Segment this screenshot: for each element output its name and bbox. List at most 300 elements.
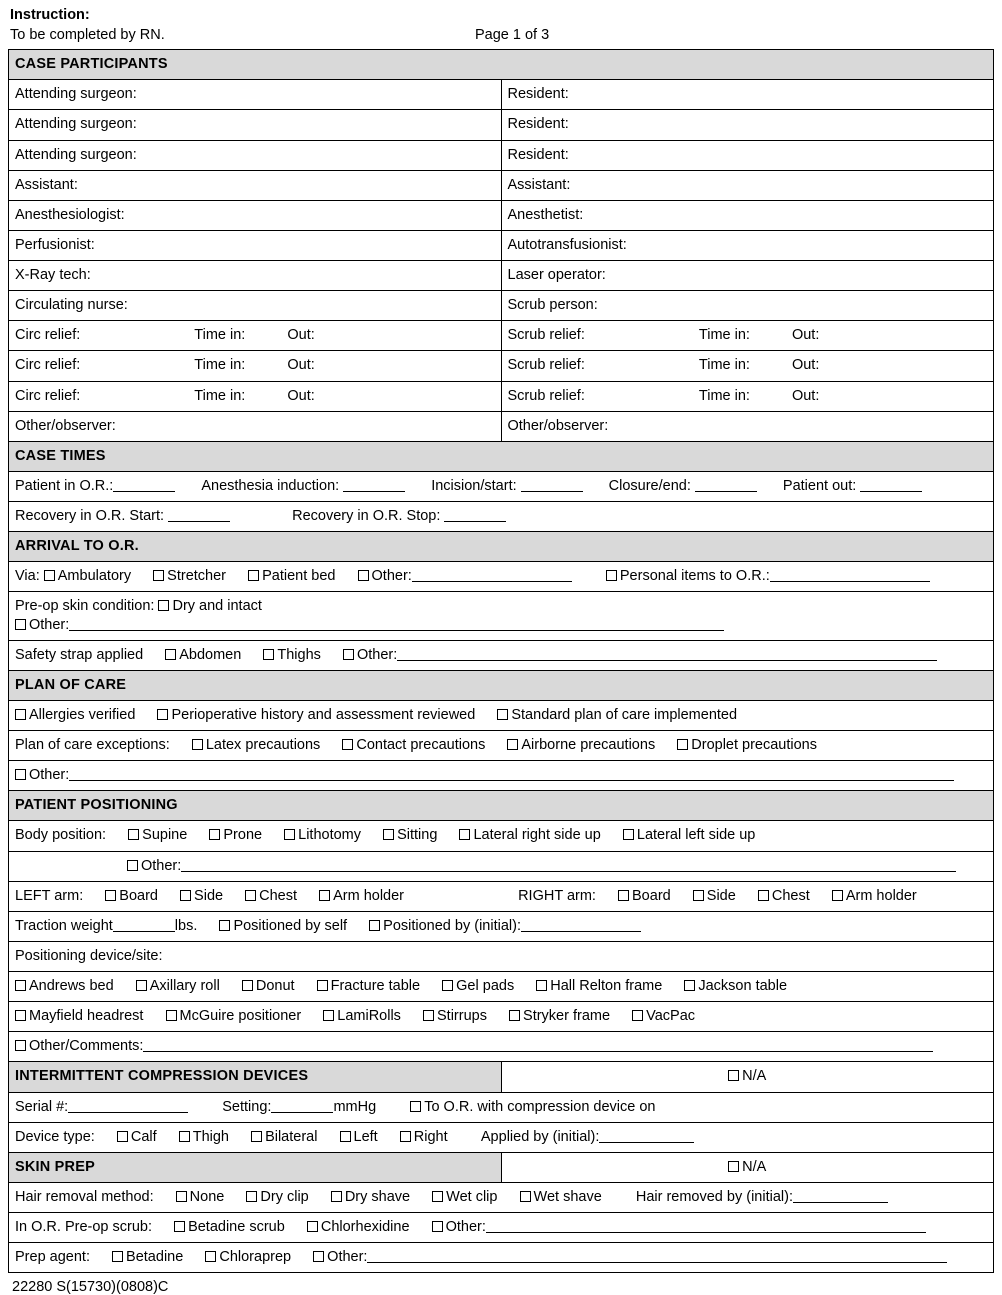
field-scrub-relief-2[interactable] — [501, 351, 994, 381]
input-positioned-by-initial[interactable] — [521, 919, 641, 932]
field-circ-relief-2[interactable] — [9, 351, 502, 381]
label-lateral-right-side-up: Lateral right side up — [473, 827, 601, 844]
checkbox-lateral-left-side-up[interactable] — [623, 829, 634, 840]
time-in-label: Time in: — [194, 327, 246, 344]
label-left-arm-holder: Arm holder — [333, 887, 405, 904]
input-body-position-other[interactable] — [181, 859, 956, 872]
field-other-observer-right[interactable]: Other/observer: — [501, 411, 994, 441]
field-attending-surgeon-1[interactable]: Attending surgeon: — [9, 80, 502, 110]
section-skin-prep: SKIN PREP — [9, 1152, 502, 1182]
table-row — [9, 1002, 994, 1032]
table-row — [9, 200, 994, 230]
table-row — [9, 761, 994, 791]
label-patient-out: Patient out: — [782, 477, 857, 494]
label-prep-agent-other: Other: — [327, 1249, 368, 1266]
section-header-row — [9, 791, 994, 821]
checkbox-left-arm-holder[interactable] — [319, 890, 330, 901]
field-circ-relief-3[interactable] — [9, 381, 502, 411]
checkbox-preop-skin-other[interactable] — [15, 619, 26, 630]
label-via: Via: — [15, 568, 40, 585]
checkbox-left[interactable] — [340, 1131, 351, 1142]
checkbox-positioned-by-self[interactable] — [219, 920, 230, 931]
label-jackson-table: Jackson table — [698, 978, 788, 994]
checkbox-right-arm-holder[interactable] — [832, 890, 843, 901]
table-row — [9, 351, 994, 381]
label-preop-skin-other: Other: — [29, 616, 70, 633]
table-row — [9, 230, 994, 260]
label-lateral-left-side-up: Lateral left side up — [636, 827, 756, 844]
arm-position-row[interactable] — [9, 881, 994, 911]
checkbox-left-arm-chest[interactable] — [245, 890, 256, 901]
page-number: Page 1 of 3 — [475, 26, 550, 43]
checkbox-dry-clip[interactable] — [246, 1191, 257, 1202]
time-out-label: Out: — [287, 387, 315, 404]
label-latex-precautions: Latex precautions — [205, 737, 321, 753]
checkbox-compression-na[interactable] — [728, 1070, 739, 1081]
input-serial-number[interactable] — [68, 1100, 188, 1113]
label-chloraprep: Chloraprep — [219, 1249, 292, 1266]
label-axillary-roll: Axillary roll — [149, 978, 220, 994]
label-mcguire-positioner: McGuire positioner — [179, 1008, 302, 1025]
time-in-label: Time in: — [194, 387, 246, 404]
checkbox-lamirolls[interactable] — [323, 1010, 334, 1021]
label-wet-clip: Wet clip — [446, 1188, 498, 1205]
field-anesthesiologist[interactable]: Anesthesiologist: — [9, 200, 502, 230]
label-prep-agent: Prep agent: — [15, 1249, 90, 1266]
label-hair-removal: Hair removal method: — [15, 1188, 154, 1205]
checkbox-jackson-table[interactable] — [684, 980, 695, 991]
skin-prep-na-cell[interactable] — [501, 1152, 994, 1182]
checkbox-left-arm-side[interactable] — [180, 890, 191, 901]
input-applied-by[interactable] — [599, 1130, 694, 1143]
label-right-arm-chest: Chest — [771, 887, 810, 904]
checkbox-supine[interactable] — [128, 829, 139, 840]
field-resident-3[interactable]: Resident: — [501, 140, 994, 170]
label-preop-scrub-other: Other: — [445, 1219, 486, 1235]
checkbox-stretcher[interactable] — [153, 570, 164, 581]
table-row — [9, 321, 994, 351]
label-thigh: Thigh — [192, 1128, 229, 1145]
time-out-label: Out: — [287, 357, 315, 374]
label-ambulatory: Ambulatory — [57, 568, 132, 585]
label-via-other: Other: — [371, 568, 412, 585]
checkbox-betadine[interactable] — [112, 1251, 123, 1262]
field-assistant-right[interactable]: Assistant: — [501, 170, 994, 200]
form-footer-code: 22280 S(15730)(0808)C — [12, 1279, 169, 1295]
label-hair-removed-by: Hair removed by (initial): — [635, 1188, 793, 1205]
checkbox-prone[interactable] — [209, 829, 220, 840]
compression-serial-row[interactable] — [9, 1092, 994, 1122]
time-in-label: Time in: — [194, 357, 246, 374]
field-scrub-person[interactable]: Scrub person: — [501, 291, 994, 321]
input-anesthesia-induction[interactable] — [343, 479, 405, 492]
table-row — [9, 700, 994, 730]
table-row — [9, 941, 994, 971]
checkbox-safety-strap-other[interactable] — [343, 649, 354, 660]
label-droplet-precautions: Droplet precautions — [691, 737, 818, 753]
time-out-label: Out: — [791, 327, 820, 344]
checkbox-allergies-verified[interactable] — [15, 709, 26, 720]
label-allergies-verified: Allergies verified — [29, 706, 136, 723]
compression-na-cell[interactable] — [501, 1062, 994, 1092]
label-anesthesia-induction: Anesthesia induction: — [201, 477, 340, 494]
checkbox-positioned-by-initial[interactable] — [369, 920, 380, 931]
input-safety-strap-other[interactable] — [397, 648, 937, 661]
label-lamirolls: LamiRolls — [337, 1008, 401, 1025]
label-left-arm-chest: Chest — [259, 887, 298, 904]
label-positioned-by-self: Positioned by self — [233, 917, 348, 934]
input-via-other[interactable] — [412, 569, 572, 582]
label-applied-by: Applied by (initial): — [480, 1128, 600, 1145]
field-resident-2[interactable]: Resident: — [501, 110, 994, 140]
section-positioning: PATIENT POSITIONING — [9, 791, 994, 821]
label-gel-pads: Gel pads — [456, 978, 515, 994]
label-calf: Calf — [130, 1128, 157, 1145]
preop-scrub-row[interactable] — [9, 1213, 994, 1243]
circ-relief-label: Circ relief: — [15, 357, 81, 374]
field-scrub-relief-1[interactable] — [501, 321, 994, 351]
checkbox-positioning-other-comments[interactable] — [15, 1040, 26, 1051]
label-airborne-precautions: Airborne precautions — [521, 737, 656, 753]
label-closure-end: Closure/end: — [608, 477, 691, 494]
label-supine: Supine — [142, 827, 188, 844]
checkbox-skin-prep-na[interactable] — [728, 1161, 739, 1172]
checkbox-patient-bed[interactable] — [248, 570, 259, 581]
body-position-other-row[interactable] — [9, 851, 994, 881]
label-left-arm-side: Side — [194, 887, 224, 904]
arrival-safety-strap-row[interactable] — [9, 640, 994, 670]
label-patient-bed: Patient bed — [262, 568, 336, 585]
or-record-table — [8, 49, 994, 1273]
checkbox-wet-clip[interactable] — [432, 1191, 443, 1202]
label-abdomen: Abdomen — [179, 646, 242, 663]
section-header-row — [9, 1152, 994, 1182]
field-other-observer-left[interactable]: Other/observer: — [9, 411, 502, 441]
compression-device-type-row[interactable] — [9, 1122, 994, 1152]
checkbox-wet-shave[interactable] — [520, 1191, 531, 1202]
circ-relief-label: Circ relief: — [15, 327, 81, 344]
label-prone: Prone — [223, 827, 263, 844]
label-betadine-scrub: Betadine scrub — [188, 1219, 285, 1235]
label-right: Right — [413, 1128, 448, 1145]
label-fracture-table: Fracture table — [330, 978, 421, 994]
table-row — [9, 1092, 994, 1122]
label-sitting: Sitting — [397, 827, 438, 844]
checkbox-dry-shave[interactable] — [331, 1191, 342, 1202]
checkbox-donut[interactable] — [242, 980, 253, 991]
field-circulating-nurse[interactable]: Circulating nurse: — [9, 291, 502, 321]
label-body-position: Body position: — [15, 827, 107, 844]
table-row — [9, 80, 994, 110]
label-plan-exceptions: Plan of care exceptions: — [15, 737, 170, 753]
label-left-arm: LEFT arm: — [15, 887, 84, 904]
table-row — [9, 972, 994, 1002]
table-row — [9, 1213, 994, 1243]
table-row — [9, 1182, 994, 1212]
section-header-row — [9, 1062, 994, 1092]
label-chlorhexidine: Chlorhexidine — [320, 1219, 410, 1235]
checkbox-contact-precautions[interactable] — [342, 739, 353, 750]
table-row — [9, 381, 994, 411]
checkbox-gel-pads[interactable] — [442, 980, 453, 991]
label-periop-history: Perioperative history and assessment reviewed — [171, 706, 476, 723]
label-mayfield-headrest: Mayfield headrest — [29, 1008, 144, 1025]
section-plan-of-care: PLAN OF CARE — [9, 670, 994, 700]
label-to-or-with-compression: To O.R. with compression device on — [424, 1098, 656, 1115]
table-row — [9, 1243, 994, 1273]
time-out-label: Out: — [791, 357, 820, 374]
field-attending-surgeon-3[interactable]: Attending surgeon: — [9, 140, 502, 170]
scrub-relief-label: Scrub relief: — [507, 357, 585, 374]
checkbox-ambulatory[interactable] — [44, 570, 55, 581]
label-right-arm-holder: Arm holder — [845, 887, 917, 904]
checkbox-left-arm-board[interactable] — [105, 890, 116, 901]
field-assistant-left[interactable]: Assistant: — [9, 170, 502, 200]
label-traction-units: lbs. — [174, 917, 198, 934]
plan-of-care-other-row[interactable] — [9, 761, 994, 791]
label-stirrups: Stirrups — [437, 1008, 487, 1025]
label-safety-strap: Safety strap applied — [15, 646, 144, 663]
arrival-preop-skin-row[interactable] — [9, 592, 994, 640]
hair-removal-row[interactable] — [9, 1182, 994, 1212]
label-personal-items: Personal items to O.R.: — [619, 568, 770, 585]
label-lithotomy: Lithotomy — [298, 827, 362, 844]
time-out-label: Out: — [791, 387, 820, 404]
checkbox-axillary-roll[interactable] — [136, 980, 147, 991]
checkbox-hall-relton-frame[interactable] — [536, 980, 547, 991]
scrub-relief-label: Scrub relief: — [507, 327, 585, 344]
prep-agent-row[interactable] — [9, 1243, 994, 1273]
checkbox-stryker-frame[interactable] — [509, 1010, 520, 1021]
input-recovery-stop[interactable] — [444, 509, 506, 522]
label-andrews-bed: Andrews bed — [29, 978, 114, 994]
label-recovery-start: Recovery in O.R. Start: — [15, 508, 165, 524]
input-recovery-start[interactable] — [168, 509, 230, 522]
table-row — [9, 640, 994, 670]
label-stretcher: Stretcher — [167, 568, 227, 585]
section-arrival: ARRIVAL TO O.R. — [9, 532, 994, 562]
checkbox-via-other[interactable] — [358, 570, 369, 581]
label-thighs: Thighs — [277, 646, 321, 663]
label-left-arm-board: Board — [119, 887, 158, 904]
label-incision-start: Incision/start: — [431, 477, 517, 494]
label-left: Left — [353, 1128, 378, 1145]
table-row — [9, 502, 994, 532]
label-standard-plan: Standard plan of care implemented — [511, 706, 738, 723]
label-plan-other: Other: — [29, 767, 70, 784]
section-header-row — [9, 670, 994, 700]
label-dry-shave: Dry shave — [344, 1188, 411, 1205]
checkbox-latex-precautions[interactable] — [192, 739, 203, 750]
input-preop-scrub-other[interactable] — [486, 1220, 926, 1233]
case-times-line-2[interactable] — [9, 502, 994, 532]
label-traction-weight: Traction weight — [15, 917, 113, 934]
arrival-via-row[interactable] — [9, 562, 994, 592]
instruction-title: Instruction: — [10, 7, 90, 23]
label-bilateral: Bilateral — [265, 1128, 318, 1145]
label-preop-scrub: In O.R. Pre-op scrub: — [15, 1219, 152, 1235]
checkbox-mayfield-headrest[interactable] — [15, 1010, 26, 1021]
label-betadine: Betadine — [126, 1249, 184, 1266]
checkbox-lateral-right-side-up[interactable] — [459, 829, 470, 840]
case-times-line-1[interactable] — [9, 471, 994, 501]
section-header-row — [9, 441, 994, 471]
time-in-label: Time in: — [698, 387, 750, 404]
label-contact-precautions: Contact precautions — [356, 737, 486, 753]
label-dry-clip: Dry clip — [260, 1188, 309, 1205]
label-setting: Setting: — [222, 1098, 272, 1115]
checkbox-prep-agent-other[interactable] — [313, 1251, 324, 1262]
table-row — [9, 471, 994, 501]
checkbox-thigh[interactable] — [179, 1131, 190, 1142]
label-positioned-by-initial: Positioned by (initial): — [383, 917, 521, 934]
field-anesthetist[interactable]: Anesthetist: — [501, 200, 994, 230]
table-row — [9, 110, 994, 140]
table-row — [9, 261, 994, 291]
traction-row[interactable] — [9, 911, 994, 941]
input-setting[interactable] — [271, 1100, 333, 1113]
label-right-arm-side: Side — [706, 887, 736, 904]
checkbox-fracture-table[interactable] — [317, 980, 328, 991]
checkbox-thighs[interactable] — [263, 649, 274, 660]
checkbox-periop-history[interactable] — [157, 709, 168, 720]
table-row — [9, 562, 994, 592]
checkbox-hair-none[interactable] — [176, 1191, 187, 1202]
label-hall-relton-frame: Hall Relton frame — [550, 978, 663, 994]
input-personal-items[interactable] — [770, 569, 930, 582]
label-setting-units: mmHg — [333, 1098, 377, 1115]
checkbox-plan-other[interactable] — [15, 769, 26, 780]
label-safety-strap-other: Other: — [356, 646, 398, 663]
checkbox-standard-plan[interactable] — [497, 709, 508, 720]
label-right-arm: RIGHT arm: — [518, 887, 596, 904]
checkbox-sitting[interactable] — [383, 829, 394, 840]
input-preop-skin-other[interactable] — [69, 618, 724, 631]
field-xray-tech[interactable]: X-Ray tech: — [9, 261, 502, 291]
field-attending-surgeon-2[interactable]: Attending surgeon: — [9, 110, 502, 140]
checkbox-right-arm-board[interactable] — [618, 890, 629, 901]
table-row — [9, 140, 994, 170]
time-in-label: Time in: — [698, 327, 750, 344]
checkbox-mcguire-positioner[interactable] — [166, 1010, 177, 1021]
table-row — [9, 881, 994, 911]
checkbox-vacpac[interactable] — [632, 1010, 643, 1021]
checkbox-chloraprep[interactable] — [205, 1251, 216, 1262]
label-right-arm-board: Board — [632, 887, 671, 904]
field-autotransfusionist[interactable]: Autotransfusionist: — [501, 230, 994, 260]
section-compression: INTERMITTENT COMPRESSION DEVICES — [9, 1062, 502, 1092]
section-header-row — [9, 532, 994, 562]
label-preop-skin: Pre-op skin condition: — [15, 598, 155, 615]
label-skin-prep-na: N/A — [742, 1158, 767, 1175]
positioning-devices-row-2[interactable] — [9, 1002, 994, 1032]
label-positioning-other-comments: Other/Comments: — [29, 1038, 144, 1055]
table-row — [9, 851, 994, 881]
checkbox-lithotomy[interactable] — [284, 829, 295, 840]
label-dry-and-intact: Dry and intact — [172, 598, 262, 615]
table-row — [9, 592, 994, 640]
table-row — [9, 170, 994, 200]
time-in-label: Time in: — [698, 357, 750, 374]
input-plan-other[interactable] — [69, 768, 954, 781]
input-traction-weight[interactable] — [113, 919, 175, 932]
table-row — [9, 821, 994, 851]
body-position-row[interactable] — [9, 821, 994, 851]
input-closure-end[interactable] — [695, 479, 757, 492]
label-donut: Donut — [255, 978, 295, 994]
input-hair-removed-by[interactable] — [793, 1190, 888, 1203]
positioning-device-site-row[interactable] — [9, 941, 994, 971]
plan-of-care-exceptions-row[interactable] — [9, 731, 994, 761]
input-incision-start[interactable] — [521, 479, 583, 492]
field-circ-relief-1[interactable] — [9, 321, 502, 351]
table-row — [9, 911, 994, 941]
positioning-devices-row-1[interactable] — [9, 972, 994, 1002]
field-resident-1[interactable]: Resident: — [501, 80, 994, 110]
checkbox-preop-scrub-other[interactable] — [432, 1221, 443, 1232]
label-serial-number: Serial #: — [15, 1098, 69, 1115]
input-patient-in[interactable] — [113, 479, 175, 492]
table-row — [9, 731, 994, 761]
table-row — [9, 411, 994, 441]
label-device-type: Device type: — [15, 1128, 95, 1145]
field-laser-operator[interactable]: Laser operator: — [501, 261, 994, 291]
input-patient-out[interactable] — [860, 479, 922, 492]
instruction-block — [10, 6, 994, 45]
checkbox-personal-items[interactable] — [606, 570, 617, 581]
checkbox-chlorhexidine[interactable] — [307, 1221, 318, 1232]
label-recovery-stop: Recovery in O.R. Stop: — [292, 508, 441, 524]
label-patient-in: Patient in O.R.: — [15, 477, 114, 494]
time-out-label: Out: — [287, 327, 315, 344]
checkbox-bilateral[interactable] — [251, 1131, 262, 1142]
checkbox-dry-and-intact[interactable] — [158, 600, 169, 611]
checkbox-stirrups[interactable] — [423, 1010, 434, 1021]
table-row — [9, 1122, 994, 1152]
label-stryker-frame: Stryker frame — [523, 1008, 611, 1025]
checkbox-right-arm-chest[interactable] — [758, 890, 769, 901]
table-row — [9, 1032, 994, 1062]
checkbox-abdomen[interactable] — [165, 649, 176, 660]
table-row — [9, 291, 994, 321]
section-case-times: CASE TIMES — [9, 441, 994, 471]
label-positioning-device-site: Positioning device/site: — [15, 947, 163, 964]
checkbox-airborne-precautions[interactable] — [507, 739, 518, 750]
section-header-row — [9, 50, 994, 80]
field-perfusionist[interactable]: Perfusionist: — [9, 230, 502, 260]
label-compression-na: N/A — [742, 1068, 767, 1085]
checkbox-right-arm-side[interactable] — [693, 890, 704, 901]
input-prep-agent-other[interactable] — [367, 1250, 947, 1263]
plan-of-care-line-1[interactable] — [9, 700, 994, 730]
checkbox-calf[interactable] — [117, 1131, 128, 1142]
positioning-other-comments-row[interactable] — [9, 1032, 994, 1062]
scrub-relief-label: Scrub relief: — [507, 387, 585, 404]
label-wet-shave: Wet shave — [533, 1188, 602, 1205]
input-positioning-other-comments[interactable] — [143, 1039, 933, 1052]
section-case-participants: CASE PARTICIPANTS — [9, 50, 994, 80]
checkbox-to-or-with-compression[interactable] — [410, 1101, 421, 1112]
checkbox-right[interactable] — [400, 1131, 411, 1142]
checkbox-andrews-bed[interactable] — [15, 980, 26, 991]
checkbox-betadine-scrub[interactable] — [174, 1221, 185, 1232]
field-scrub-relief-3[interactable] — [501, 381, 994, 411]
label-vacpac: VacPac — [646, 1008, 696, 1025]
label-hair-none: None — [189, 1188, 225, 1205]
checkbox-body-position-other[interactable] — [127, 860, 138, 871]
checkbox-droplet-precautions[interactable] — [677, 739, 688, 750]
circ-relief-label: Circ relief: — [15, 387, 81, 404]
